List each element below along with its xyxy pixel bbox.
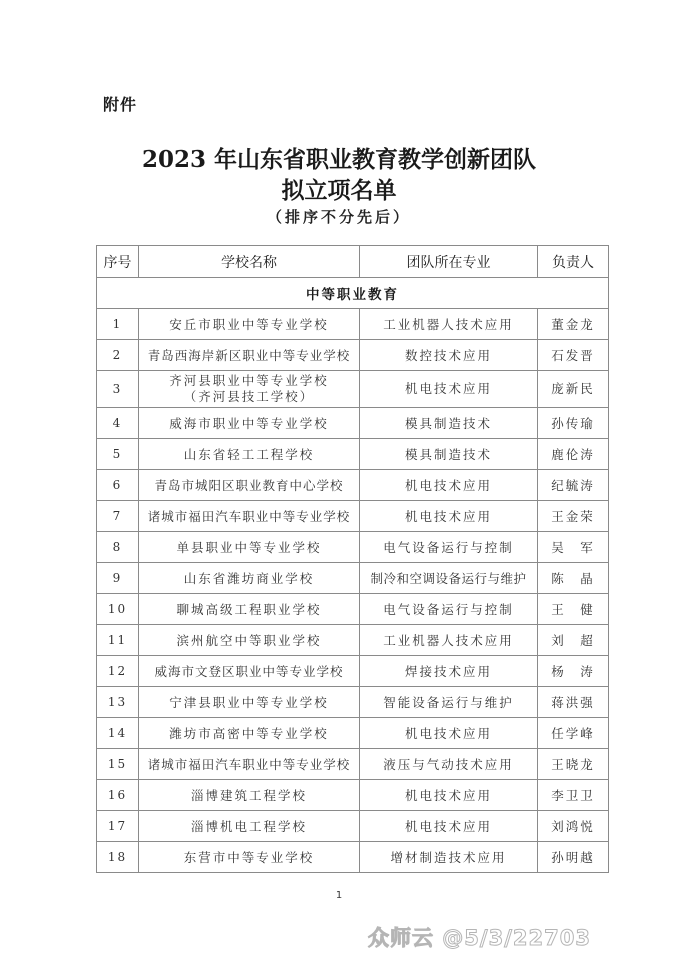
- page-number: 1: [335, 890, 343, 901]
- project-list-table: [96, 245, 609, 873]
- major-cell: 增材制造技术应用: [360, 842, 538, 873]
- major-cell: 模具制造技术: [360, 439, 538, 470]
- major-cell: 机电技术应用: [360, 811, 538, 842]
- section-row: [97, 278, 609, 309]
- table-row: [97, 594, 609, 625]
- leader-cell: 孙传瑜: [538, 408, 609, 439]
- leader-cell: 杨 涛: [538, 656, 609, 687]
- column-header-school: 学校名称: [139, 246, 360, 278]
- major-cell: 机电技术应用: [360, 371, 538, 408]
- table-row: [97, 408, 609, 439]
- section-title: 中等职业教育: [97, 278, 609, 309]
- major-cell: 电气设备运行与控制: [360, 594, 538, 625]
- school-name: 聊城高级工程职业学校: [176, 602, 322, 617]
- major-cell: 工业机器人技术应用: [360, 625, 538, 656]
- leader-cell: 王晓龙: [538, 749, 609, 780]
- major-cell: 数控技术应用: [360, 340, 538, 371]
- school-name: 宁津县职业中等专业学校: [169, 695, 329, 710]
- table-row: [97, 340, 609, 371]
- column-header-leader: 负责人: [538, 246, 609, 278]
- leader-cell: 陈 晶: [538, 563, 609, 594]
- school-name-cell: [139, 340, 360, 371]
- leader-cell: 董金龙: [538, 309, 609, 340]
- table-row: [97, 687, 609, 718]
- leader-cell: 刘 超: [538, 625, 609, 656]
- leader-cell: 孙明越: [538, 842, 609, 873]
- row-number: 14: [97, 718, 139, 749]
- school-name: 诸城市福田汽车职业中等专业学校: [147, 757, 351, 772]
- school-name: 威海市文登区职业中等专业学校: [154, 664, 344, 679]
- school-name: 齐河县职业中等专业学校: [169, 373, 329, 388]
- leader-cell: 刘鸿悦: [538, 811, 609, 842]
- row-number: 9: [97, 563, 139, 594]
- school-name-cell: [139, 439, 360, 470]
- school-name-cell: [139, 656, 360, 687]
- school-name: 潍坊市高密中等专业学校: [169, 726, 329, 741]
- row-number: 6: [97, 470, 139, 501]
- school-name: 山东省轻工工程学校: [183, 447, 315, 462]
- leader-cell: 王金荣: [538, 501, 609, 532]
- table-row: [97, 563, 609, 594]
- document-subtitle: （排序不分先后）: [266, 208, 411, 226]
- table-row: [97, 501, 609, 532]
- school-name-cell: [139, 780, 360, 811]
- leader-cell: 鹿伦涛: [538, 439, 609, 470]
- major-cell: 模具制造技术: [360, 408, 538, 439]
- table-row: [97, 532, 609, 563]
- school-name-cell: [139, 563, 360, 594]
- row-number: 5: [97, 439, 139, 470]
- row-number: 13: [97, 687, 139, 718]
- school-name-cell: [139, 309, 360, 340]
- school-name-cell: [139, 842, 360, 873]
- major-cell: 液压与气动技术应用: [360, 749, 538, 780]
- major-cell: 机电技术应用: [360, 718, 538, 749]
- document-title-line1: 2023 年山东省职业教育教学创新团队: [141, 146, 537, 173]
- table-row: [97, 656, 609, 687]
- school-name: 东营市中等专业学校: [183, 850, 315, 865]
- school-name-alias: （齐河县技工学校）: [183, 389, 315, 404]
- table-row: [97, 749, 609, 780]
- row-number: 2: [97, 340, 139, 371]
- row-number: 11: [97, 625, 139, 656]
- school-name: 山东省潍坊商业学校: [183, 571, 315, 586]
- leader-cell: 吴 军: [538, 532, 609, 563]
- leader-cell: 纪毓涛: [538, 470, 609, 501]
- row-number: 8: [97, 532, 139, 563]
- school-name-cell: [139, 811, 360, 842]
- leader-cell: 庞新民: [538, 371, 609, 408]
- leader-cell: 石发晋: [538, 340, 609, 371]
- major-cell: 机电技术应用: [360, 501, 538, 532]
- attachment-label: 附件: [103, 95, 138, 114]
- table-row: [97, 625, 609, 656]
- row-number: 7: [97, 501, 139, 532]
- column-header-number: 序号: [97, 246, 139, 278]
- school-name: 滨州航空中等职业学校: [176, 633, 322, 648]
- row-number: 1: [97, 309, 139, 340]
- school-name-cell: [139, 594, 360, 625]
- school-name: 青岛市城阳区职业教育中心学校: [154, 478, 344, 493]
- row-number: 12: [97, 656, 139, 687]
- table-row: [97, 842, 609, 873]
- school-name-cell: [139, 625, 360, 656]
- major-cell: 机电技术应用: [360, 470, 538, 501]
- row-number: 17: [97, 811, 139, 842]
- column-header-major: 团队所在专业: [360, 246, 538, 278]
- row-number: 16: [97, 780, 139, 811]
- major-cell: 机电技术应用: [360, 780, 538, 811]
- row-number: 10: [97, 594, 139, 625]
- school-name: 淄博建筑工程学校: [190, 788, 307, 803]
- school-name: 诸城市福田汽车职业中等专业学校: [147, 509, 351, 524]
- school-name-cell: [139, 718, 360, 749]
- row-number: 4: [97, 408, 139, 439]
- major-cell: 制冷和空调设备运行与维护: [360, 563, 538, 594]
- table-row: [97, 811, 609, 842]
- major-cell: 焊接技术应用: [360, 656, 538, 687]
- school-name: 安丘市职业中等专业学校: [169, 317, 329, 332]
- school-name: 青岛西海岸新区职业中等专业学校: [147, 348, 351, 363]
- watermark: 众师云 @5/3/22703: [368, 926, 591, 950]
- table-row: [97, 439, 609, 470]
- school-name-cell: [139, 371, 360, 408]
- school-name-cell: [139, 532, 360, 563]
- school-name-cell: [139, 687, 360, 718]
- row-number: 15: [97, 749, 139, 780]
- school-name: 威海市职业中等专业学校: [169, 416, 329, 431]
- table-row: [97, 470, 609, 501]
- school-name-cell: [139, 501, 360, 532]
- school-name-cell: [139, 408, 360, 439]
- major-cell: 智能设备运行与维护: [360, 687, 538, 718]
- row-number: 18: [97, 842, 139, 873]
- table-header-row: [97, 246, 609, 278]
- school-name-cell: [139, 749, 360, 780]
- major-cell: 电气设备运行与控制: [360, 532, 538, 563]
- leader-cell: 任学峰: [538, 718, 609, 749]
- major-cell: 工业机器人技术应用: [360, 309, 538, 340]
- leader-cell: 王 健: [538, 594, 609, 625]
- school-name: 单县职业中等专业学校: [176, 540, 322, 555]
- table-row: [97, 780, 609, 811]
- table-row: [97, 309, 609, 340]
- table-row: [97, 718, 609, 749]
- school-name: 淄博机电工程学校: [190, 819, 307, 834]
- leader-cell: 李卫卫: [538, 780, 609, 811]
- leader-cell: 蒋洪强: [538, 687, 609, 718]
- row-number: 3: [97, 371, 139, 408]
- school-name-cell: [139, 470, 360, 501]
- document-title-line2: 拟立项名单: [281, 177, 397, 204]
- table-row: [97, 371, 609, 408]
